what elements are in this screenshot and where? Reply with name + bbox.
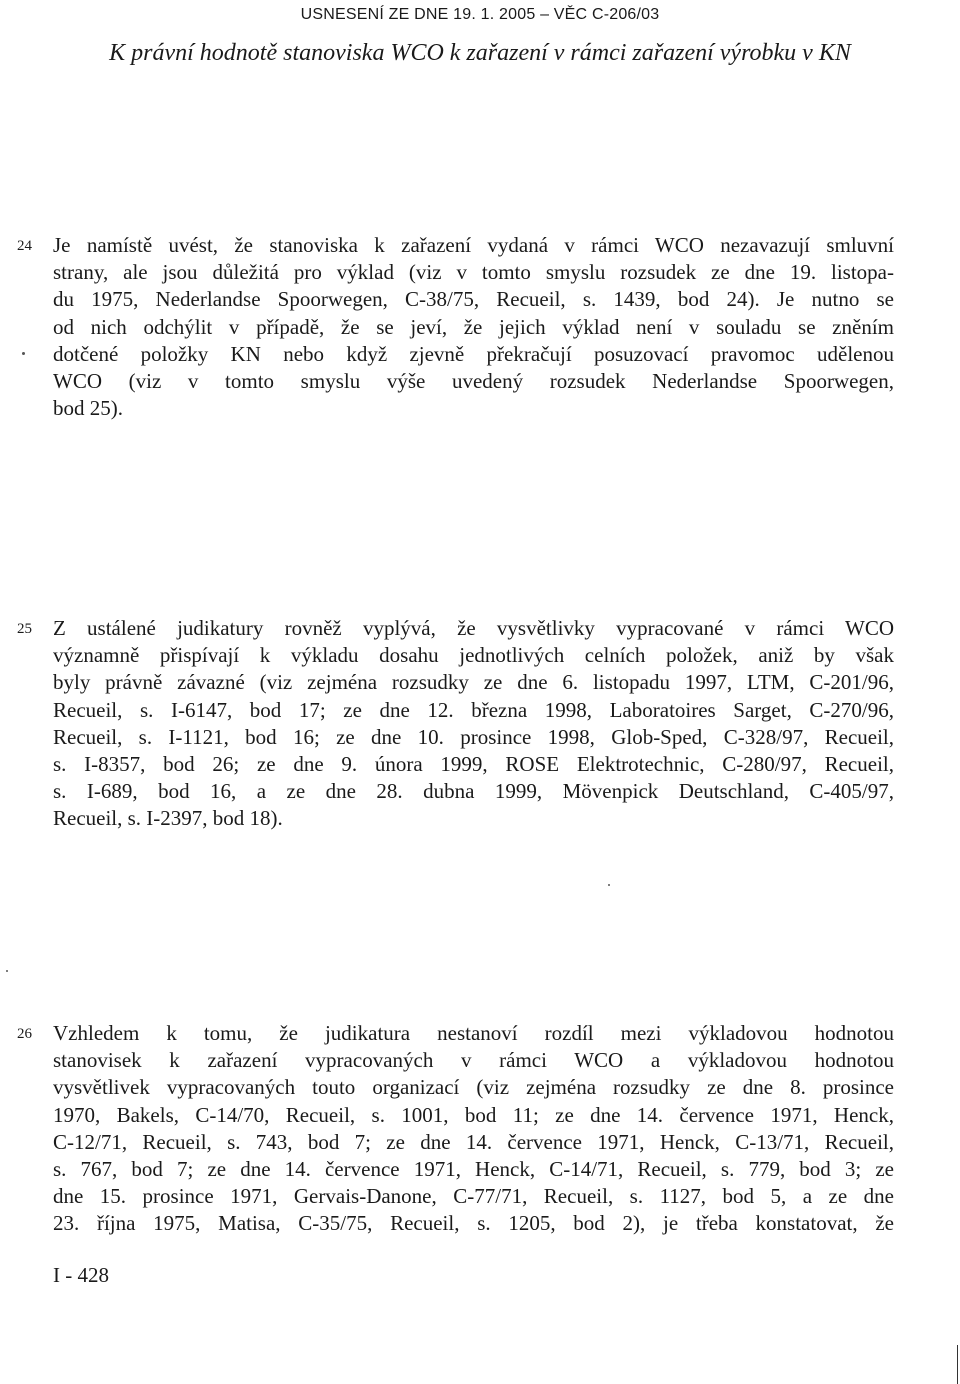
paragraph-number-26: 26 [17,1026,32,1042]
paragraph-line: du 1975, Nederlandse Spoorwegen, C-38/75, Recueil, s. 1439, bod 24). Je nutno se [53,287,894,312]
paragraph-line: s. I-689, bod 16, a ze dne 28. dubna 1999, Mövenpick Deutschland, C-405/97, [53,779,894,804]
paragraph-line: od nich odchýlit v případě, že se jeví, že jejich výklad není v souladu se zněním [53,314,894,339]
paragraph-line: stanovisek k zařazení vypracovaných v rámci WCO a výkladovou hodnotou [53,1048,894,1073]
paragraph-line: strany, ale jsou důležitá pro výklad (viz v tomto smyslu rozsudek ze dne 19. listopa- [53,260,894,285]
paragraph-line: Je namístě uvést, že stanoviska k zařazení vydaná v rámci WCO nezavazují smluvní [53,233,894,257]
paragraph-25 [53,615,894,833]
paragraph-24 [53,232,894,422]
paragraph-line: Recueil, s. I-6147, bod 17; ze dne 12. března 1998, Laboratoires Sarget, C-270/96, [53,697,894,722]
section-title: K právní hodnotě stanoviska WCO k zařazení v rámci zařazení výrobku v KN [109,40,851,66]
running-header: USNESENÍ ZE DNE 19. 1. 2005 – VĚC C-206/03 [300,6,660,23]
paragraph-line: významně přispívají k výkladu dosahu jednotlivých celních položek, aniž by však [53,643,894,668]
paragraph-line: dotčené položky KN nebo když zjevně překračují posuzovací pravomoc udělenou [53,341,894,366]
paragraph-line: byly právně závazné (viz zejména rozsudky ze dne 6. listopadu 1997, LTM, C-201/96, [53,670,894,695]
paragraph-line: s. 767, bod 7; ze dne 14. července 1971, Henck, C-14/71, Recueil, s. 779, bod 3; ze [53,1157,894,1182]
paragraph-26 [53,1020,894,1238]
paragraph-line: vysvětlivek vypracovaných touto organizací (viz zejména rozsudky ze dne 8. prosince [53,1075,894,1100]
paragraph-line: WCO (viz v tomto smyslu výše uvedený rozsudek Nederlandse Spoorwegen, [53,369,894,394]
paragraph-line: Recueil, s. I-2397, bod 18). [53,806,283,831]
scan-speck [22,352,25,355]
paragraph-number-24: 24 [17,238,32,254]
paragraph-line: dne 15. prosince 1971, Gervais-Danone, C-77/71, Recueil, s. 1127, bod 5, a ze dne [53,1184,894,1209]
paragraph-line: bod 25). [53,396,123,421]
margin-rule [957,1345,958,1384]
paragraph-line: C-12/71, Recueil, s. 743, bod 7; ze dne 14. července 1971, Henck, C-13/71, Recueil, [53,1129,894,1154]
scan-speck [608,884,610,886]
scan-speck [6,970,8,972]
page-number: I - 428 [53,1263,109,1287]
paragraph-line: Recueil, s. I-1121, bod 16; ze dne 10. prosince 1998, Glob-Sped, C-328/97, Recueil, [53,724,894,749]
paragraph-line: 1970, Bakels, C-14/70, Recueil, s. 1001, bod 11; ze dne 14. července 1971, Henck, [53,1102,894,1127]
paragraph-line: 23. října 1975, Matisa, C-35/75, Recueil, s. 1205, bod 2), je třeba konstatovat, že [53,1211,894,1236]
paragraph-line: Vzhledem k tomu, že judikatura nestanoví rozdíl mezi výkladovou hodnotou [53,1021,894,1045]
paragraph-line: s. I-8357, bod 26; ze dne 9. února 1999, ROSE Elektrotechnic, C-280/97, Recueil, [53,752,894,777]
paragraph-line: Z ustálené judikatury rovněž vyplývá, že vysvětlivky vypracované v rámci WCO [53,616,894,640]
paragraph-number-25: 25 [17,621,32,637]
